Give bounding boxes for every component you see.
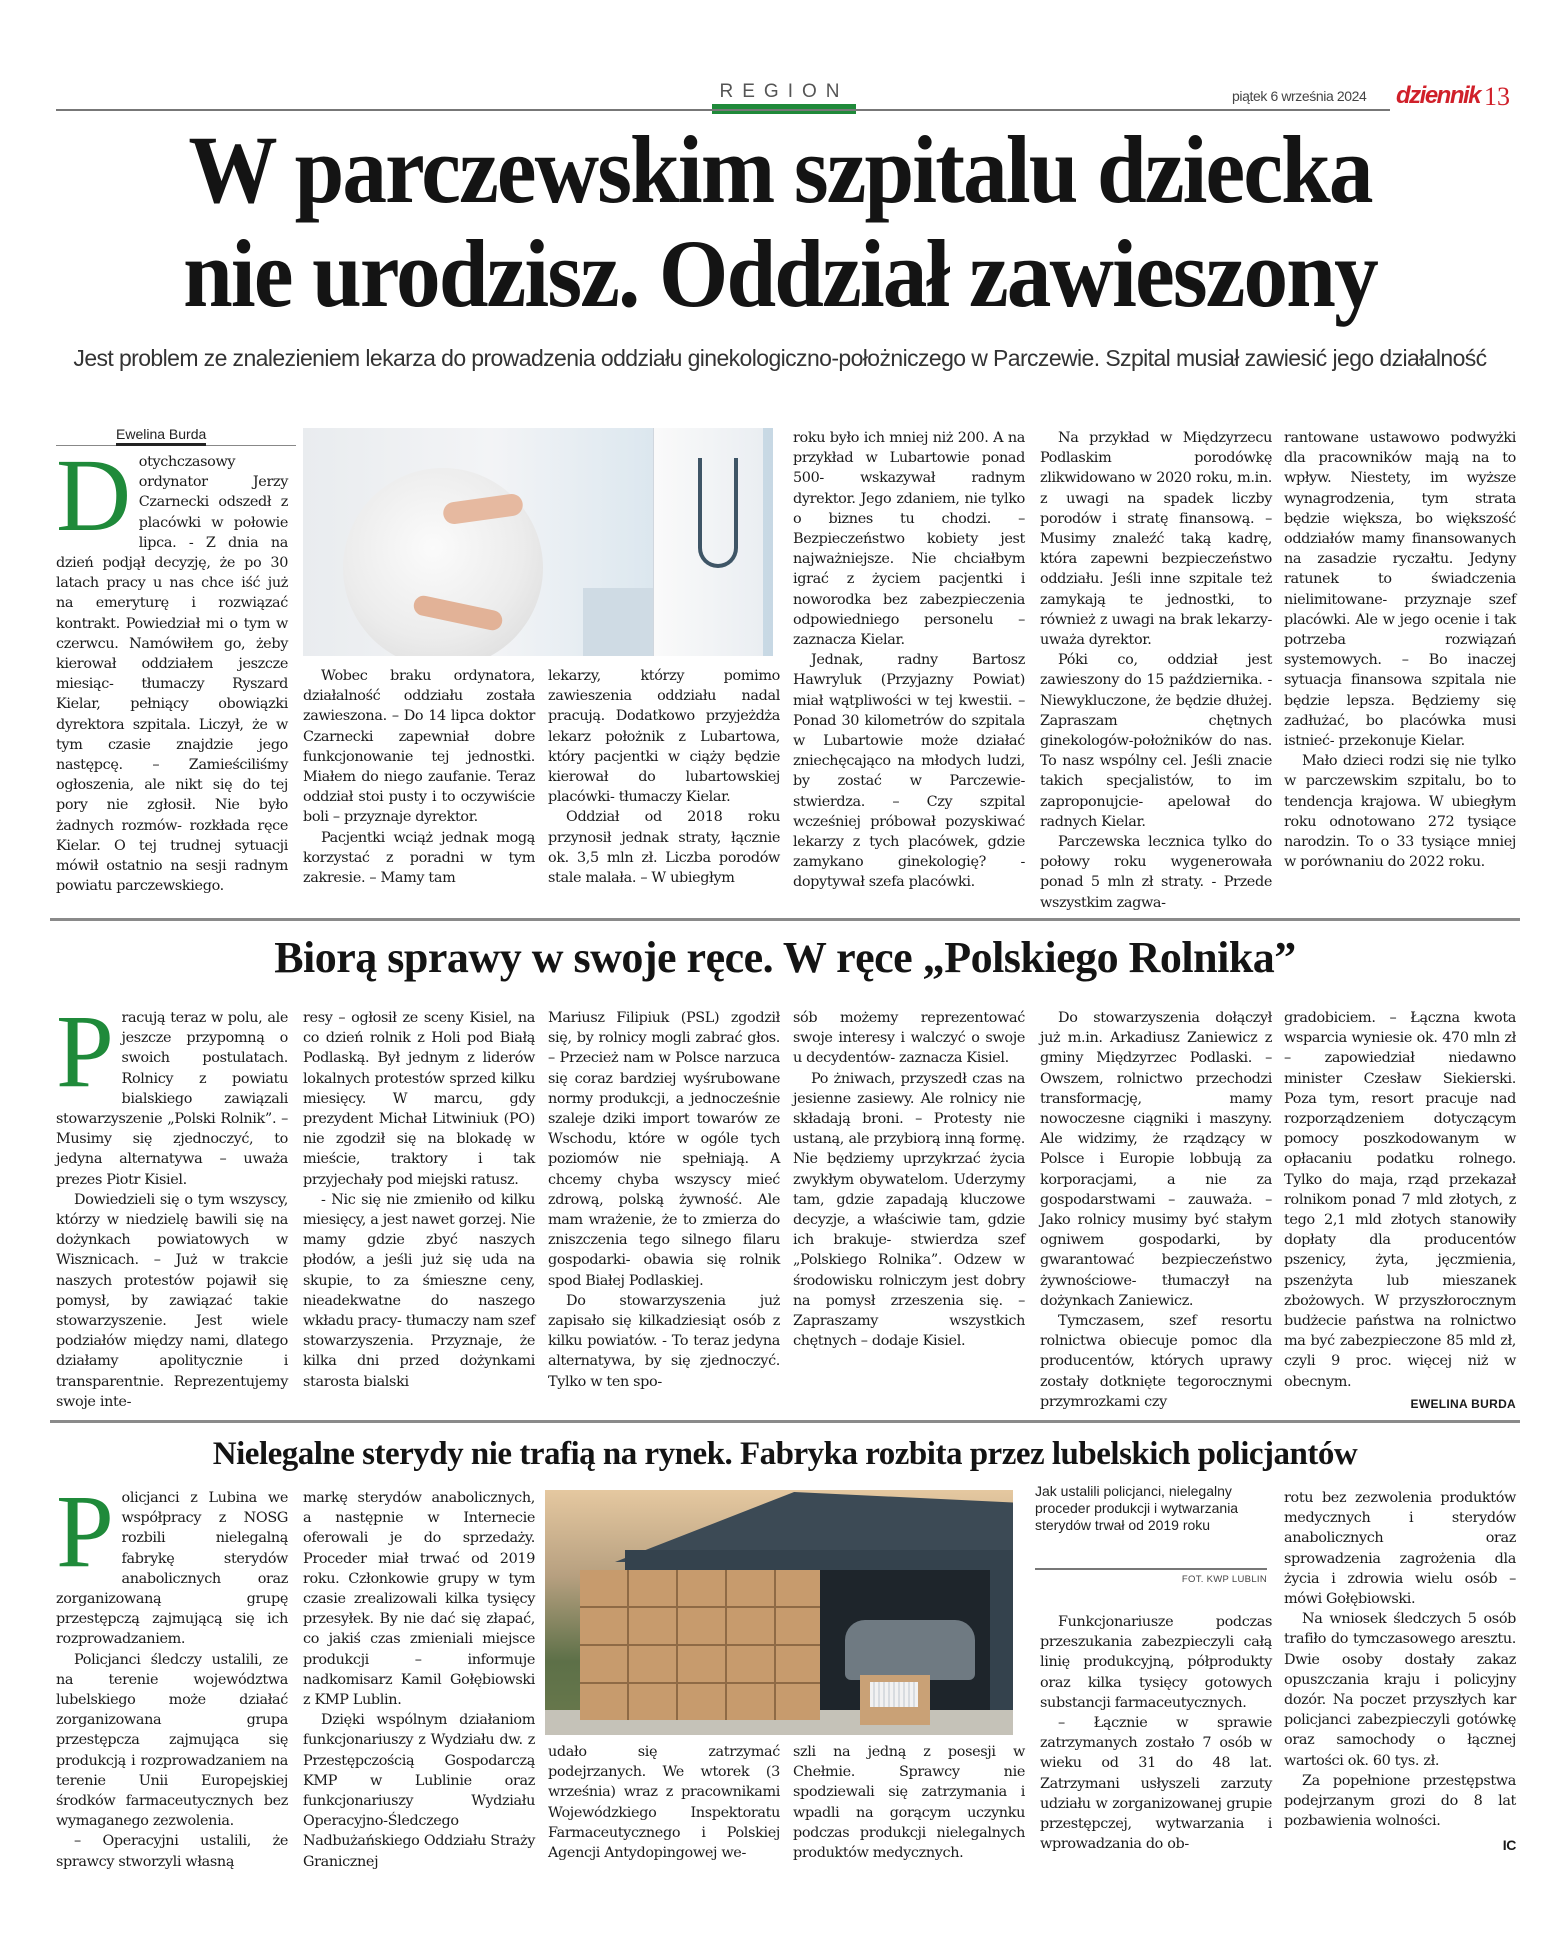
stethoscope-icon <box>698 458 738 568</box>
article3-signature: IC <box>1502 1837 1516 1854</box>
article1-column-1: Dotychczasowy ordynator Jerzy Czarnecki odszedł z placówki w połowie lipca. - Z dnia na dzień podjął decyzję, że po 30 latach pracy u nas chce iść już na emeryturę i rozwiązać kontrakt. Powiedział mi o tym w czerwcu. Namówiłem go, żeby kierował oddziałem jeszcze miesiąc- tłumaczy Ryszard Kielar, pełniący obowiązki dyrektora szpitala. Liczył, że w tym czasie znajdzie jego następcę. – Zamieściliśmy ogłoszenia, ale nikt się do tej pory nie zgłosił. Nie było żadnych rozmów- rozkłada ręce Kielar. O tej trudnej sytuacji mówił ostatnio na sesji radnym powiatu parczewskiego. <box>56 438 288 895</box>
car-icon <box>845 1620 975 1680</box>
article1-column-2: Wobec braku ordynatora, działalność oddziału została zawieszona. – Do 14 lipca doktor Czarnecki zapewniał dobre funkcjonowanie tej jednostki. Miałem do niego zaufanie. Teraz oddział stoi pusty i to oczywiście boli – przyznaje dyrektor. Pacjentki wciąż jednak mogą korzystać z poradni w tym zakresie. – Mamy tam <box>303 668 535 887</box>
article1-lead: Jest problem ze znalezieniem lekarza do prowadzenia oddziału ginekologiczno-położniczego w Parczewie. Szpital musiał zawiesić jego działalność <box>73 345 1487 371</box>
article2-column-3: Mariusz Filipiuk (PSL) zgodził się, by rolnicy mogli zabrać głos. – Przecież nam w Polsce narzuca się coraz bardziej wyśrubowane normy produkcji, a jednocześnie szaleje dziki import towarów ze Wschodu, które w ogóle tych poziomów nie spełniają. A chcemy chyba wszyscy mieć zdrową, polską żywność. Ale mam wrażenie, że to zmierza do zniszczenia tego silnego filaru gospodarki- obawia się rolnik spod Białej Podlaskiej. Do stowarzyszenia już zapisało się kilkadziesiąt osób z kilku powiatów. - To teraz jedyna alternatywa, by się zjednoczyć. Tylko w ten spo- <box>548 1010 780 1390</box>
article1-headline-line1: W parczewskim szpitalu dziecka <box>188 116 1372 223</box>
pregnant-woman-doctor-photo <box>303 428 773 656</box>
article3-column-5: Funkcjonariusze podczas przeszukania zabezpieczyli całą linię produkcyjną, półprodukty oraz kilka tysięcy gotowych substancji farmaceutycznych. – Łącznie w sprawie zatrzymanych zostało 7 osób w wieku od 31 do 48 lat. Zatrzymani usłyszeli zarzuty udziału w zorganizowanej grupie przestępczej, wytwarzania i wprowadzania do ob- <box>1040 1614 1272 1853</box>
article3-column-4: szli na jedną z posesji w Chełmie. Sprawcy nie spodziewali się zatrzymania i wpadli na gorącym uczynku podczas produkcji nielegalnych produktów medycznych. <box>793 1744 1025 1862</box>
section-label: REGION <box>719 81 849 102</box>
article1-headline <box>110 118 1449 326</box>
article1-column-6: rantowane ustawowo podwyżki dla pracowników mają na to wpływ. Niestety, im wyższe wynagrodzenia, tym strata będzie większa, bo większość oddziałów mamy finansowanych na zasadzie ryczałtu. Jedyny ratunek to świadczenia nielimitowane- przyznaje szef placówki. Ale w jego ocenie i tak potrzeba rozwiązań systemowych. – Bo inaczej sytuacja finansowa szpitala nie będzie lepsza. Będziemy się zadłużać, bo placówka musi istnieć- przekonuje Kielar. Mało dzieci rodzi się nie tylko w parczewskim szpitalu, bo to tendencja krajowa. W ubiegłym roku odnotowano 272 tysiące narodzin. To o 33 tysiące mniej w porównaniu do 2022 roku. <box>1284 430 1516 871</box>
newspaper-logo: dziennik <box>1396 82 1481 109</box>
cardboard-boxes <box>580 1570 820 1720</box>
garage-boxes-photo <box>545 1490 1013 1735</box>
article3-dropcap: P <box>56 1474 114 1589</box>
article1-column-4: roku było ich mniej niż 200. A na przykład w Lubartowie ponad 500- wskazywał radnym dyrektor. Jego zdaniem, nie tylko o biznes tu chodzi. – Bezpieczeństwo kobiety jest najważniejsze. Nie chciałbym igrać z życiem pacjentki i noworodka bez zabezpieczenia odpowiedniego personelu – zaznacza Kielar. Jednak, radny Bartosz Hawryluk (Przyjazny Powiat) miał wątpliwości w tej kwestii. – Ponad 30 kilometrów do szpitala w Lubartowie może działać zniechęcająco na młodych ludzi, by zostać w Parczewie- stwierdza. – Czy szpital wcześniej próbował pozyskiwać lekarzy z tych placówek, gdzie zamykano ginekologię? - dopytywał szefa placówki. <box>793 430 1025 891</box>
article3-column-6: rotu bez zezwolenia produktów medycznych i sterydów anabolicznych oraz sprowadzenia zagrożenia dla życia i zdrowia wielu osób – mówi Gołębiowski. Na wniosek śledczych 5 osób trafiło do tymczasowego aresztu. Dwie osoby dostały zakaz opuszczania kraju i policyjny dozór. Na poczet przyszłych kar policjanci zabezpieczyli gotówkę oraz samochody o łącznej wartości ok. 60 tys. zł. Za popełnione przestępstwa podejrzanym grozi do 8 lat pozbawienia wolności. IC <box>1284 1488 1516 1856</box>
article2-column-6: gradobiciem. – Łączna kwota wsparcia wyniesie ok. 470 mln zł – zapowiedział niedawno minister Czesław Siekierski. Poza tym, resort pracuje nad rozporządzeniem dotyczącym pomocy poszkodowanym w opłacaniu podatku rolnego. Tylko do maja, rząd przekazał rolnikom ponad 7 mld złotych, z tego 2,1 mld złotych stanowiły dopłaty dla producentów pszenicy, żyta, jęczmienia, pszenżyta lub mieszanek zbożowych. W przyszłorocznym budżecie państwa na rolnictwo ma być zabezpieczone 85 mld zł, czyli 9 proc. więcej niż w obecnym. EWELINA BURDA <box>1284 1008 1516 1414</box>
article1-dropcap: D <box>56 438 131 553</box>
article3-headline: Nielegalne sterydy nie trafią na rynek. Fabryka rozbita przez lubelskich policjantów <box>212 1436 1358 1472</box>
article2-column-5: Do stowarzyszenia dołączył już m.in. Arkadiusz Zaniewicz z gminy Międzyrzec Podlaski. – Owszem, rolnictwo przechodzi transformację, mamy nowoczesne ciągniki i maszyny. Ale widzimy, że rządzący w Polsce i Europie lobbują za korporacjami, a nie za gospodarstwami – zauważa. – Jako rolnicy musimy być stałym ogniwem gospodarki, by gwarantować bezpieczeństwo żywnościowe- tłumaczył na dożynkach Zaniewicz. Tymczasem, szef resortu rolnictwa obiecuje pomoc dla producentów, których uprawy zostały dotknięte tegorocznymi przymrozkami czy <box>1040 1010 1272 1410</box>
photo-caption: Jak ustalili policjanci, nielegalny proceder produkcji i wytwarzania sterydów trwał od 2019 roku <box>1035 1483 1239 1533</box>
article2-signature: EWELINA BURDA <box>1410 1396 1516 1411</box>
article2-dropcap: P <box>56 994 114 1109</box>
article3-column-2: markę sterydów anabolicznych, a następnie w Internecie oferowali je do sprzedaży. Proceder miał trwać od 2019 roku. Członkowie grupy w tym czasie zrealizowali kilka tysięcy przesyłek. By nie dać się złapać, co jakiś czas zmieniali miejsce produkcji – informuje nadkomisarz Kamil Gołębiowski z KMP Lublin. Dzięki wspólnym działaniom funkcjonariuszy z Wydziału dw. z Przestępczością Gospodarczą KMP w Lublinie oraz funkcjonariuszy Wydziału Operacyjno-Śledczego Nadbużańskiego Oddziału Straży Granicznej <box>303 1490 535 1870</box>
article2-headline: Biorą sprawy w swoje ręce. W ręce „Polskiego Rolnika” <box>274 933 1296 982</box>
article1-column-5: Na przykład w Międzyrzecu Podlaskim porodówkę zlikwidowano w 2020 roku, m.in. z uwagi na spadek liczby porodów i stratę finansową. – Musimy znaleźć taką kadrę, która zapewni bezpieczeństwo oddziału. Jeśli inne szpitale też zamykają te jednostki, to również z uwagi na brak lekarzy- uważa dyrektor. Póki co, oddział jest zawieszony do 15 października. - Niewykluczone, że będzie dłużej. Zapraszam chętnych ginekologów-położników do nas. To nasz wspólny cel. Jeśli znacie takich specjalistów, to im zaproponujcie- apelował do radnych Kielar. Parczewska lecznica tylko do połowy roku wygenerowała ponad 5 mln zł straty. - Przede wszystkim zagwa- <box>1040 430 1272 911</box>
photo-credit: FOT. KWP LUBLIN <box>1181 1574 1267 1585</box>
page-number: 13 <box>1484 82 1510 111</box>
article-divider <box>50 1420 1520 1423</box>
caption-rule <box>1035 1568 1267 1570</box>
article-divider <box>50 918 1520 921</box>
issue-date: piątek 6 września 2024 <box>1232 88 1367 104</box>
article1-column-3: lekarzy, którzy pomimo zawieszenia oddziału nadal pracują. Dodatkowo przyjeżdża lekarz położnik z Lubartowa, który pacjentki w ciąży będzie kierował do lubartowskiej placówki- tłumaczy Kielar. Oddział od 2018 roku przynosił jednak straty, łącznie ok. 3,5 mln zł. Liczba porodów stale malała. – W ubiegłym <box>548 668 780 887</box>
article3-column-1: Policjanci z Lubina we współpracy z NOSG rozbili nielegalną fabrykę sterydów anabolicznych oraz zorganizowaną grupę przestępczą zajmującą się ich rozprowadzaniem. Policjanci śledczy ustalili, ze na terenie województwa lubelskiego może działać zorganizowana grupa przestępcza zajmująca się produkcją i rozprowadzaniem na terenie Unii Europejskiej środków farmaceutycznych bez wymaganego zezwolenia. – Operacyjni ustalili, że sprawcy stworzyli własną <box>56 1474 288 1870</box>
article1-headline-line2: nie urodzisz. Oddział zawieszony <box>183 220 1377 327</box>
article1-author-name: Ewelina Burda <box>116 426 206 446</box>
article2-column-2: resy – ogłosił ze sceny Kisiel, na co dzień rolnik z Holi pod Białą Podlaską. Był jednym z liderów lokalnych protestów sprzed kilku miesięcy. W marcu, gdy prezydent Michał Litwiniuk (PO) nie zgodził się na blokadę w mieście, traktory i tak przyjechały pod miejski ratusz. - Nic się nie zmieniło od kilku miesięcy, a jest nawet gorzej. Nie mamy gdzie zbyć naszych płodów, a jeśli już się uda na skupie, to za śmieszne ceny, nieadekwatne do naszego wkładu pracy- tłumaczy nam szef stowarzyszenia. Przyznaje, że kilka dni przed dożynkami starosta bialski <box>303 1010 535 1390</box>
header-rule <box>56 109 1390 111</box>
article3-column-3: udało się zatrzymać podejrzanych. We wtorek (3 września) wraz z pracownikami Wojewódzkiego Inspektoratu Farmaceutycznego i Polskiej Agencji Antydopingowej we- <box>548 1744 780 1862</box>
article2-column-1: Pracują teraz w polu, ale jeszcze przypomną o swoich postulatach. Rolnicy z powiatu bialskiego zawiązali stowarzyszenie „Polski Rolnik”. – Musimy się zjednoczyć, to jedyna alternatywa – uważa prezes Piotr Kisiel. Dowiedzieli się o tym wszyscy, którzy w niedzielę bawili się na dożynkach powiatowych w Wisznicach. – Już w trakcie naszych protestów pojawił się pomysł, by zawiązać takie stowarzyszenie. Jest wiele podziałów między nami, dlatego działamy apolitycznie i transparentnie. Reprezentujemy swoje inte- <box>56 994 288 1410</box>
article2-column-4: sób możemy reprezentować swoje interesy i walczyć o swoje u decydentów- zaznacza Kisiel. Po żniwach, przyszedł czas na jesienne zasiewy. Ale rolnicy nie składają broni. – Protesty nie ustaną, ale przybiorą inną formę. Nie będziemy uprzykrzać życia zwykłym obywatelom. Uderzymy tam, gdzie zapadają kluczowe decyzje, a właściwie tam, gdzie ich brakuje- stwierdza szef „Polskiego Rolnika”. Odzew w środowisku rolniczym jest dobry na pomysł zrzeszenia się. – Zapraszamy wszystkich chętnych – dodaje Kisiel. <box>793 1010 1025 1350</box>
